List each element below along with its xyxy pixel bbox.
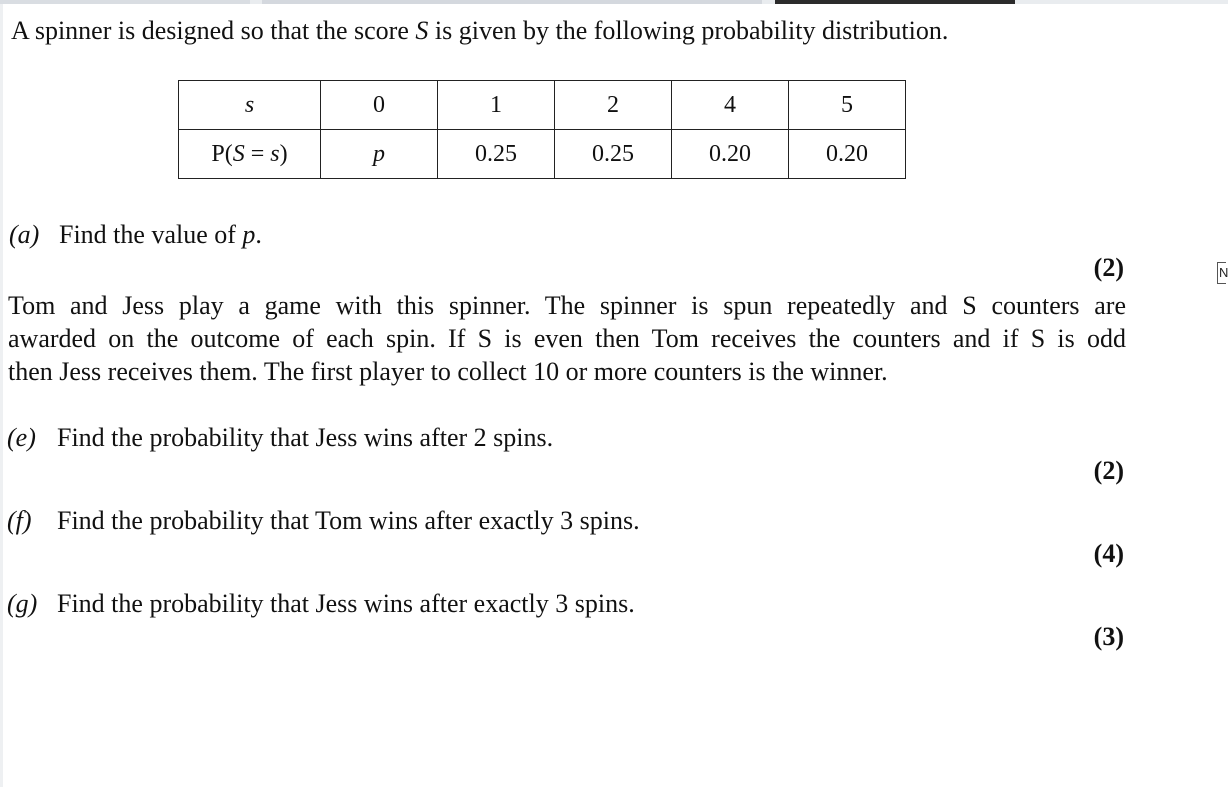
question-e xyxy=(7,422,553,454)
table-cell-probability: 0.25 xyxy=(555,130,672,179)
left-window-edge xyxy=(0,4,3,787)
table-header-probability: P(S = s) xyxy=(179,130,321,179)
intro-text xyxy=(11,15,948,47)
table-cell-probability: p xyxy=(321,130,438,179)
side-marker: N xyxy=(1217,262,1226,284)
table-cell-value: 2 xyxy=(555,81,672,130)
game-paragraph-line: awarded on the outcome of each spin. If S is even then Tom receives the counters and if S is odd xyxy=(8,324,1126,353)
table-cell-probability: 0.20 xyxy=(672,130,789,179)
intro-suffix: is given by the following probability distribution. xyxy=(428,16,949,45)
question-g xyxy=(7,588,635,620)
table-row-values xyxy=(179,81,906,130)
tab-strip-active-segment xyxy=(775,0,1015,4)
question-f-text: Find the probability that Tom wins after exactly 3 spins. xyxy=(57,506,640,535)
intro-prefix: A spinner is designed so that the score xyxy=(11,16,416,45)
question-e-label: (e) xyxy=(7,423,36,452)
question-a: (a) Find the value of p. xyxy=(9,220,262,249)
tab-strip-segment xyxy=(0,0,250,4)
window-top-strip xyxy=(0,0,1228,4)
intro-variable: S xyxy=(415,16,429,45)
question-e-text: Find the probability that Jess wins after 2 spins. xyxy=(57,423,554,452)
question-a-label: (a) xyxy=(9,220,40,249)
table-cell-value: 0 xyxy=(321,81,438,130)
tab-strip-segment xyxy=(262,0,762,4)
game-paragraph xyxy=(8,289,1126,388)
table-row-probabilities xyxy=(179,130,906,179)
table-cell-value: 5 xyxy=(789,81,906,130)
table-cell-probability: 0.25 xyxy=(438,130,555,179)
question-a-text: Find the value of xyxy=(59,220,243,249)
question-g-text: Find the probability that Jess wins after exactly 3 spins. xyxy=(57,589,635,618)
table-cell-probability: 0.20 xyxy=(789,130,906,179)
game-paragraph-line: Tom and Jess play a game with this spinner. The spinner is spun repeatedly and S counters are xyxy=(8,291,1126,320)
question-f xyxy=(7,505,640,537)
question-g-marks: (3) xyxy=(1093,622,1124,651)
table-header-s: s xyxy=(179,81,321,130)
question-f-label: (f) xyxy=(7,506,32,535)
question-e-marks: (2) xyxy=(1093,456,1124,485)
probability-distribution-table xyxy=(178,80,906,179)
question-a-variable: p xyxy=(242,220,256,249)
question-a-marks: (2) xyxy=(1093,253,1124,282)
question-f-marks: (4) xyxy=(1093,539,1124,568)
question-g-label: (g) xyxy=(7,589,38,618)
table-cell-value: 1 xyxy=(438,81,555,130)
table-cell-value: 4 xyxy=(672,81,789,130)
game-paragraph-line: then Jess receives them. The first player to collect 10 or more counters is the winner. xyxy=(8,357,888,386)
